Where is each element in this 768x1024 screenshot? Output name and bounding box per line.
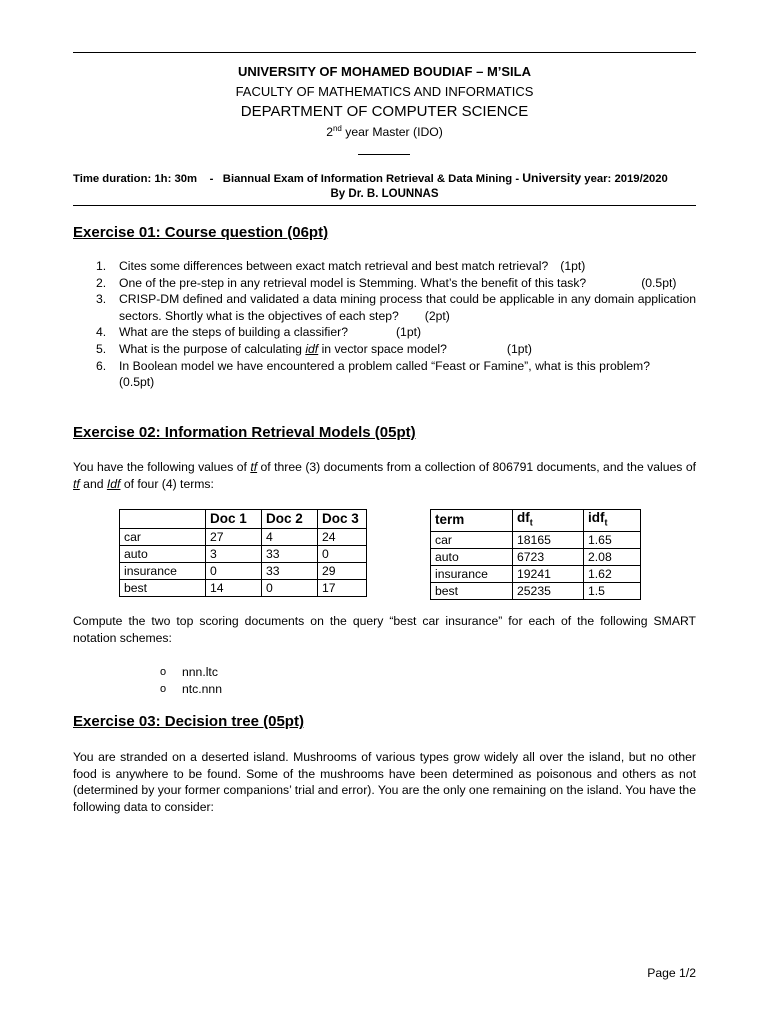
header-bottom-rule <box>73 205 696 206</box>
exam-info-line: Time duration: 1h: 30m - Biannual Exam of Information Retrieval & Data Mining - University year: 2019/2020 <box>73 171 668 185</box>
question-item: 5. What is the purpose of calculating idf in vector space model? (1pt) <box>96 341 532 356</box>
table-row: auto 6723 2.08 <box>431 548 641 565</box>
list-item: o ntc.nnn <box>160 681 222 696</box>
title-divider <box>358 154 410 155</box>
study-year: 2nd year Master (IDO) <box>326 124 443 140</box>
bullet-icon: o <box>160 682 167 695</box>
exercise-1-title: Exercise 01: Course question (06pt) <box>73 224 329 241</box>
table-row: insurance 19241 1.62 <box>431 565 641 582</box>
table-row: auto 3 33 0 <box>120 546 367 563</box>
exam-page <box>73 0 696 1024</box>
list-item: o nnn.ltc <box>160 665 218 679</box>
department-name: DEPARTMENT OF COMPUTER SCIENCE <box>240 103 529 120</box>
smart-schemes-list <box>73 664 222 697</box>
university-name: UNIVERSITY OF MOHAMED BOUDIAF – M’SILA <box>238 64 531 79</box>
table-row: car 27 4 24 <box>120 529 367 546</box>
table-row: insurance 0 33 29 <box>120 563 367 580</box>
exercise-2-task: Compute the two top scoring documents on the query “best car insurance” for each of the following SMART notation schemes: <box>73 614 696 645</box>
top-rule <box>73 52 696 53</box>
table-header-row: term $df_t$ idf$_t$ <box>431 510 641 532</box>
faculty-name: FACULTY OF MATHEMATICS AND INFORMATICS <box>235 84 534 99</box>
bullet-icon: o <box>160 666 167 678</box>
table-row: car 18165 1.65 <box>431 531 641 548</box>
tf-table <box>119 509 367 597</box>
table-header-row: Doc 1 Doc 2 Doc 3 <box>120 510 367 529</box>
course-questions-list <box>73 258 696 391</box>
table-row: best 25235 1.5 <box>431 582 641 599</box>
question-item: 6. In Boolean model we have encountered a problem called “Feast or Famine”, what is this problem?(0.5pt) <box>96 358 650 390</box>
exercise-2-intro: You have the following values of tf of three (3) documents from a collection of 806791 documents, and the values of tf and Idf of four (4) terms: <box>73 460 696 491</box>
question-item: 1. Cites some differences between exact match retrieval and best match retrieval? (1pt) <box>96 259 586 273</box>
question-item: 3. CRISP-DM defined and validated a data mining process that could be applicable in any domain application sectors. Shortly what is the objectives of each step? (2pt) <box>96 292 696 323</box>
question-item: 4. What are the steps of building a classifier? (1pt) <box>96 325 422 340</box>
exam-author: By Dr. B. LOUNNAS <box>330 188 439 200</box>
table-row: best 14 0 17 <box>120 580 367 597</box>
page-number: Page 1/2 <box>647 966 696 980</box>
question-item: 2. One of the pre-step in any retrieval model is Stemming. What’s the benefit of this task? (0.5pt) <box>96 275 677 290</box>
idf-table <box>430 509 641 600</box>
exercise-2-title: Exercise 02: Information Retrieval Models (05pt) <box>73 424 416 441</box>
exercise-3-title: Exercise 03: Decision tree (05pt) <box>73 713 304 730</box>
exercise-3-text: You are stranded on a deserted island. Mushrooms of various types grow widely all over the island, but no other food is anywhere to be found. Some of the mushrooms have been determined as poisonous and others as not (determined by your former companions’ trial and error). You are the only one remaining on the island. You have the following data to consider: <box>73 750 696 814</box>
